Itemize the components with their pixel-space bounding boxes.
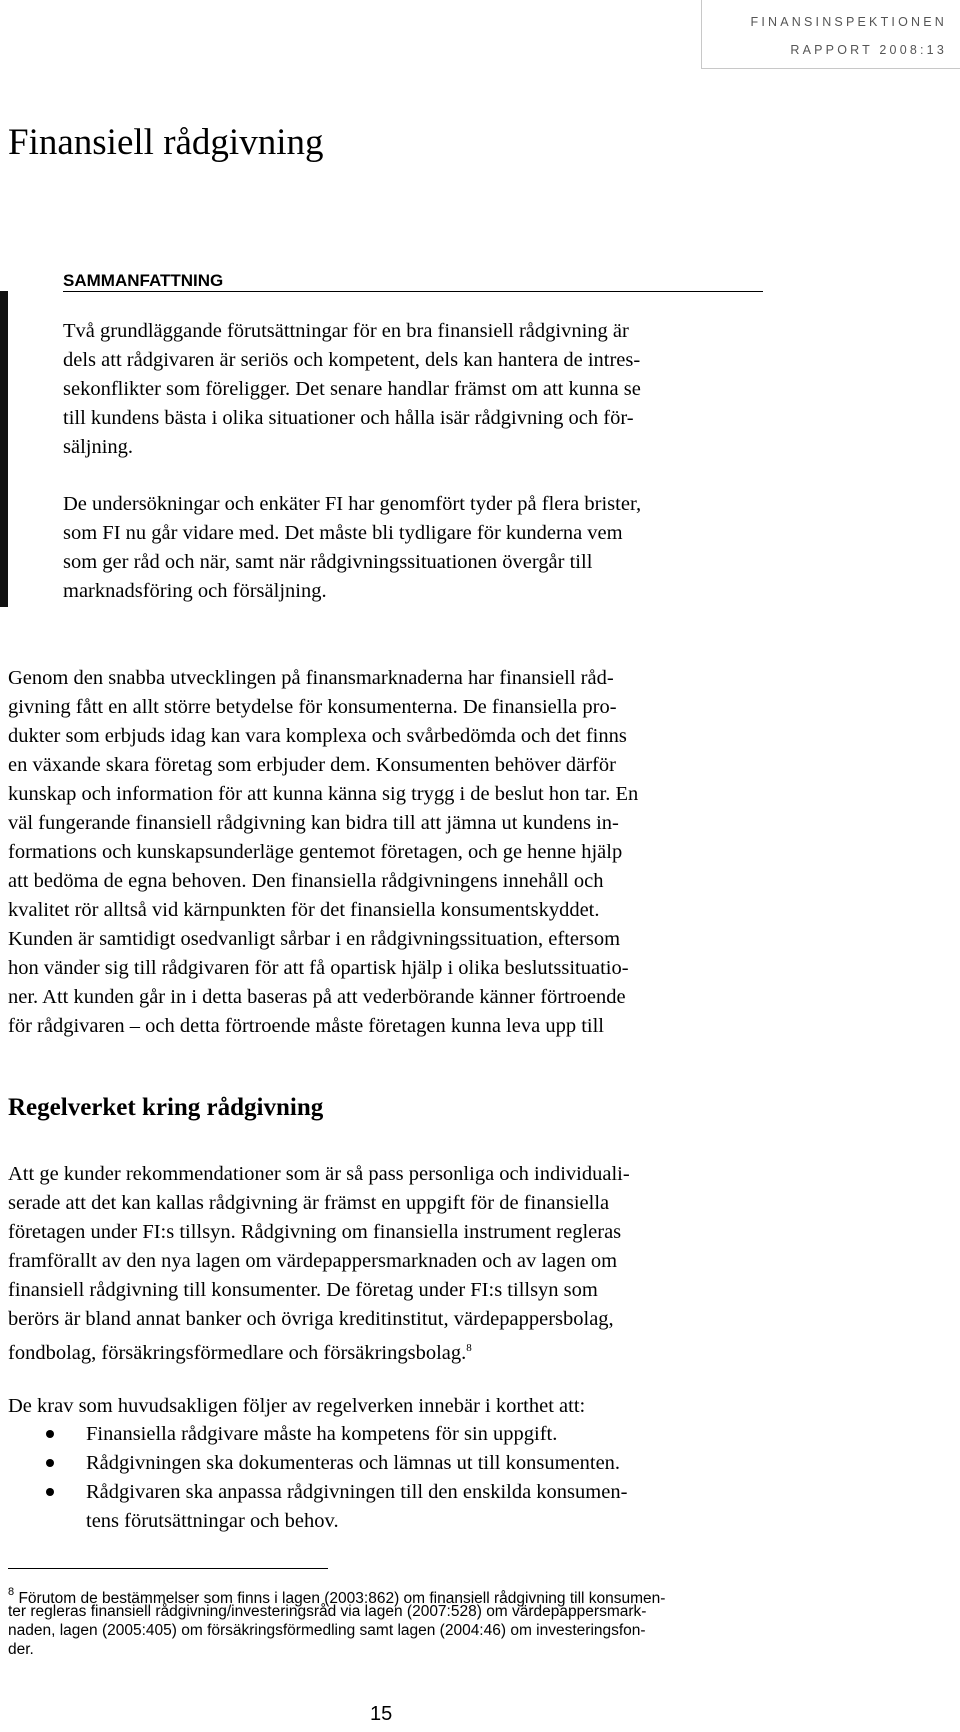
footnote-line: ter regleras finansiell rådgivning/investeringsråd via lagen (2007:528) om värdepappersmark- bbox=[8, 1603, 647, 1620]
footnote-number: 8 bbox=[8, 1586, 15, 1598]
bullet-icon bbox=[46, 1488, 54, 1496]
bullet-icon bbox=[46, 1430, 54, 1438]
list-item: Rådgivningen ska dokumenteras och lämnas ut till konsumenten. bbox=[86, 1452, 621, 1474]
footnote-line: naden, lagen (2005:405) om försäkringsförmedling samt lagen (2004:46) om investeringsfon- bbox=[8, 1622, 646, 1639]
body-line bbox=[8, 1334, 472, 1367]
summary-line: som ger råd och när, samt när rådgivningssituationen övergår till bbox=[63, 551, 593, 573]
bullet-icon bbox=[46, 1459, 54, 1467]
footnote-rule bbox=[8, 1568, 328, 1569]
body-line: företagen under FI:s tillsyn. Rådgivning om finansiella instrument regleras bbox=[8, 1221, 622, 1243]
section-heading: Regelverket kring rådgivning bbox=[8, 1094, 324, 1121]
body-line: ner. Att kunden går in i detta baseras på att vederbörande känner förtroende bbox=[8, 986, 626, 1008]
summary-line: dels att rådgivaren är seriös och kompetent, dels kan hantera de intres- bbox=[63, 349, 641, 371]
body-line: för rådgivaren – och detta förtroende måste företagen kunna leva upp till bbox=[8, 1015, 604, 1037]
body-line: kvalitet rör alltså vid kärnpunkten för det finansiella konsumentskyddet. bbox=[8, 899, 600, 921]
list-item: Finansiella rådgivare måste ha kompetens för sin uppgift. bbox=[86, 1423, 558, 1445]
body-line: berörs är bland annat banker och övriga kreditinstitut, värdepappersbolag, bbox=[8, 1308, 614, 1330]
list-item-continuation: tens förutsättningar och behov. bbox=[86, 1510, 339, 1532]
list-item: Rådgivaren ska anpassa rådgivningen till den enskilda konsumen- bbox=[86, 1481, 628, 1503]
summary-line: till kundens bästa i olika situationer och hålla isär rådgivning och för- bbox=[63, 407, 634, 429]
body-line-text: fondbolag, försäkringsförmedlare och försäkringsbolag. bbox=[8, 1342, 467, 1364]
summary-heading: SAMMANFATTNING bbox=[63, 271, 224, 290]
body-line: finansiell rådgivning till konsumenter. De företag under FI:s tillsyn som bbox=[8, 1279, 598, 1301]
body-line: en växande skara företag som erbjuder dem. Konsumenten behöver därför bbox=[8, 754, 616, 776]
body-line: att bedöma de egna behoven. Den finansiella rådgivningens innehåll och bbox=[8, 870, 604, 892]
body-line: väl fungerande finansiell rådgivning kan bidra till att jämna ut kundens in- bbox=[8, 812, 619, 834]
summary-line: sekonflikter som föreligger. Det senare handlar främst om att kunna se bbox=[63, 378, 641, 400]
footnote-text: Förutom de bestämmelser som finns i lagen (2003:862) om finansiell rådgivning till konsumen- bbox=[18, 1590, 666, 1607]
body-line: givning fått en allt större betydelse för konsumenterna. De finansiella pro- bbox=[8, 696, 617, 718]
body-line: formations och kunskapsunderläge gentemot företagen, och ge henne hjälp bbox=[8, 841, 623, 863]
body-line: framförallt av den nya lagen om värdepappersmarknaden och av lagen om bbox=[8, 1250, 618, 1272]
body-line: Genom den snabba utvecklingen på finansmarknaderna har finansiell råd- bbox=[8, 667, 614, 689]
summary-line: som FI nu går vidare med. Det måste bli tydligare för kunderna vem bbox=[63, 522, 623, 544]
footnote-reference[interactable]: 8 bbox=[466, 1342, 472, 1354]
summary-line: De undersökningar och enkäter FI har genomfört tyder på flera brister, bbox=[63, 493, 642, 515]
chapter-title: Finansiell rådgivning bbox=[8, 122, 324, 163]
body-line: hon vänder sig till rådgivaren för att få opartisk hjälp i olika beslutssituatio- bbox=[8, 957, 629, 979]
summary-rule bbox=[63, 291, 763, 292]
footnote-line: der. bbox=[8, 1641, 34, 1658]
body-line: Att ge kunder rekommendationer som är så pass personliga och individuali- bbox=[8, 1163, 630, 1185]
summary-side-bar bbox=[0, 291, 8, 607]
body-line: kunskap och information för att kunna känna sig trygg i de beslut hon tar. En bbox=[8, 783, 639, 805]
body-line: dukter som erbjuds idag kan vara komplexa och svårbedömda och det finns bbox=[8, 725, 627, 747]
header-org: FINANSINSPEKTIONEN bbox=[750, 15, 947, 29]
report-header bbox=[701, 0, 960, 69]
body-line: serade att det kan kallas rådgivning är främst en uppgift för de finansiella bbox=[8, 1192, 610, 1214]
body-line: Kunden är samtidigt osedvanligt sårbar i en rådgivningssituation, eftersom bbox=[8, 928, 621, 950]
summary-line: marknadsföring och försäljning. bbox=[63, 580, 327, 602]
summary-line: Två grundläggande förutsättningar för en bra finansiell rådgivning är bbox=[63, 320, 629, 342]
header-report-id: RAPPORT 2008:13 bbox=[790, 43, 947, 57]
requirements-intro: De krav som huvudsakligen följer av regelverken innebär i korthet att: bbox=[8, 1395, 586, 1417]
summary-line: säljning. bbox=[63, 436, 134, 458]
page-number: 15 bbox=[370, 1703, 393, 1725]
